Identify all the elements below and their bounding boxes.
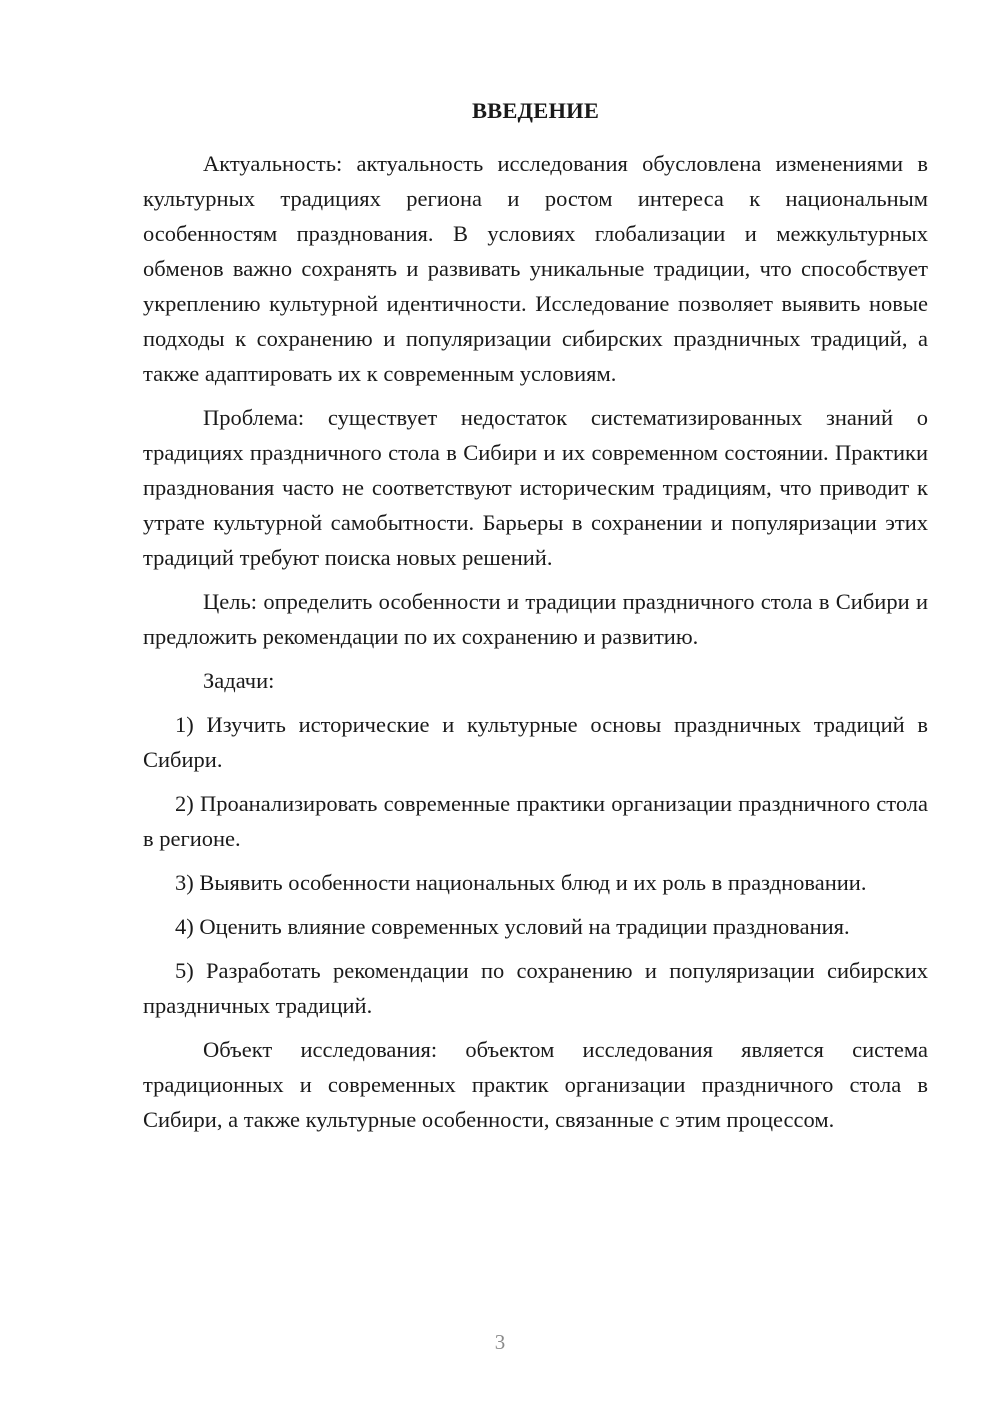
goal-paragraph: Цель: определить особенности и традиции праздничного стола в Сибири и предложить рекомендации по их сохранению и развитию. — [143, 589, 928, 649]
document-page — [143, 92, 928, 1146]
task-item: 3) Выявить особенности национальных блюд и их роль в праздновании. — [175, 870, 867, 895]
relevance-paragraph: Актуальность: актуальность исследования обусловлена изменениями в культурных традициях региона и ростом интереса к национальным особенностям празднования. В условиях глобализации и межкультурных обменов важно сохранять и развивать уникальные традиции, что способствует укреплению культурной идентичности. Исследование позволяет выявить новые подходы к сохранению и популяризации сибирских праздничных традиций, а также адаптировать их к современным условиям. — [143, 151, 928, 386]
task-item: 1) Изучить исторические и культурные основы праздничных традиций в Сибири. — [143, 712, 928, 772]
object-paragraph: Объект исследования: объектом исследования является система традиционных и современных практик организации праздничного стола в Сибири, а также культурные особенности, связанные с этим процессом. — [143, 1037, 928, 1132]
task-item: 5) Разработать рекомендации по сохранению и популяризации сибирских праздничных традиций. — [143, 958, 928, 1018]
task-item: 2) Проанализировать современные практики организации праздничного стола в регионе. — [143, 791, 928, 851]
section-title: ВВЕДЕНИЕ — [471, 98, 600, 123]
task-item: 4) Оценить влияние современных условий на традиции празднования. — [175, 914, 850, 939]
tasks-label: Задачи: — [203, 668, 275, 693]
problem-paragraph: Проблема: существует недостаток систематизированных знаний о традициях праздничного стола в Сибири и их современном состоянии. Практики празднования часто не соответствуют историческим традициям, что приводит к утрате культурной самобытности. Барьеры в сохранении и популяризации этих традиций требуют поиска новых решений. — [143, 405, 928, 570]
page-number: 3 — [494, 1330, 506, 1354]
